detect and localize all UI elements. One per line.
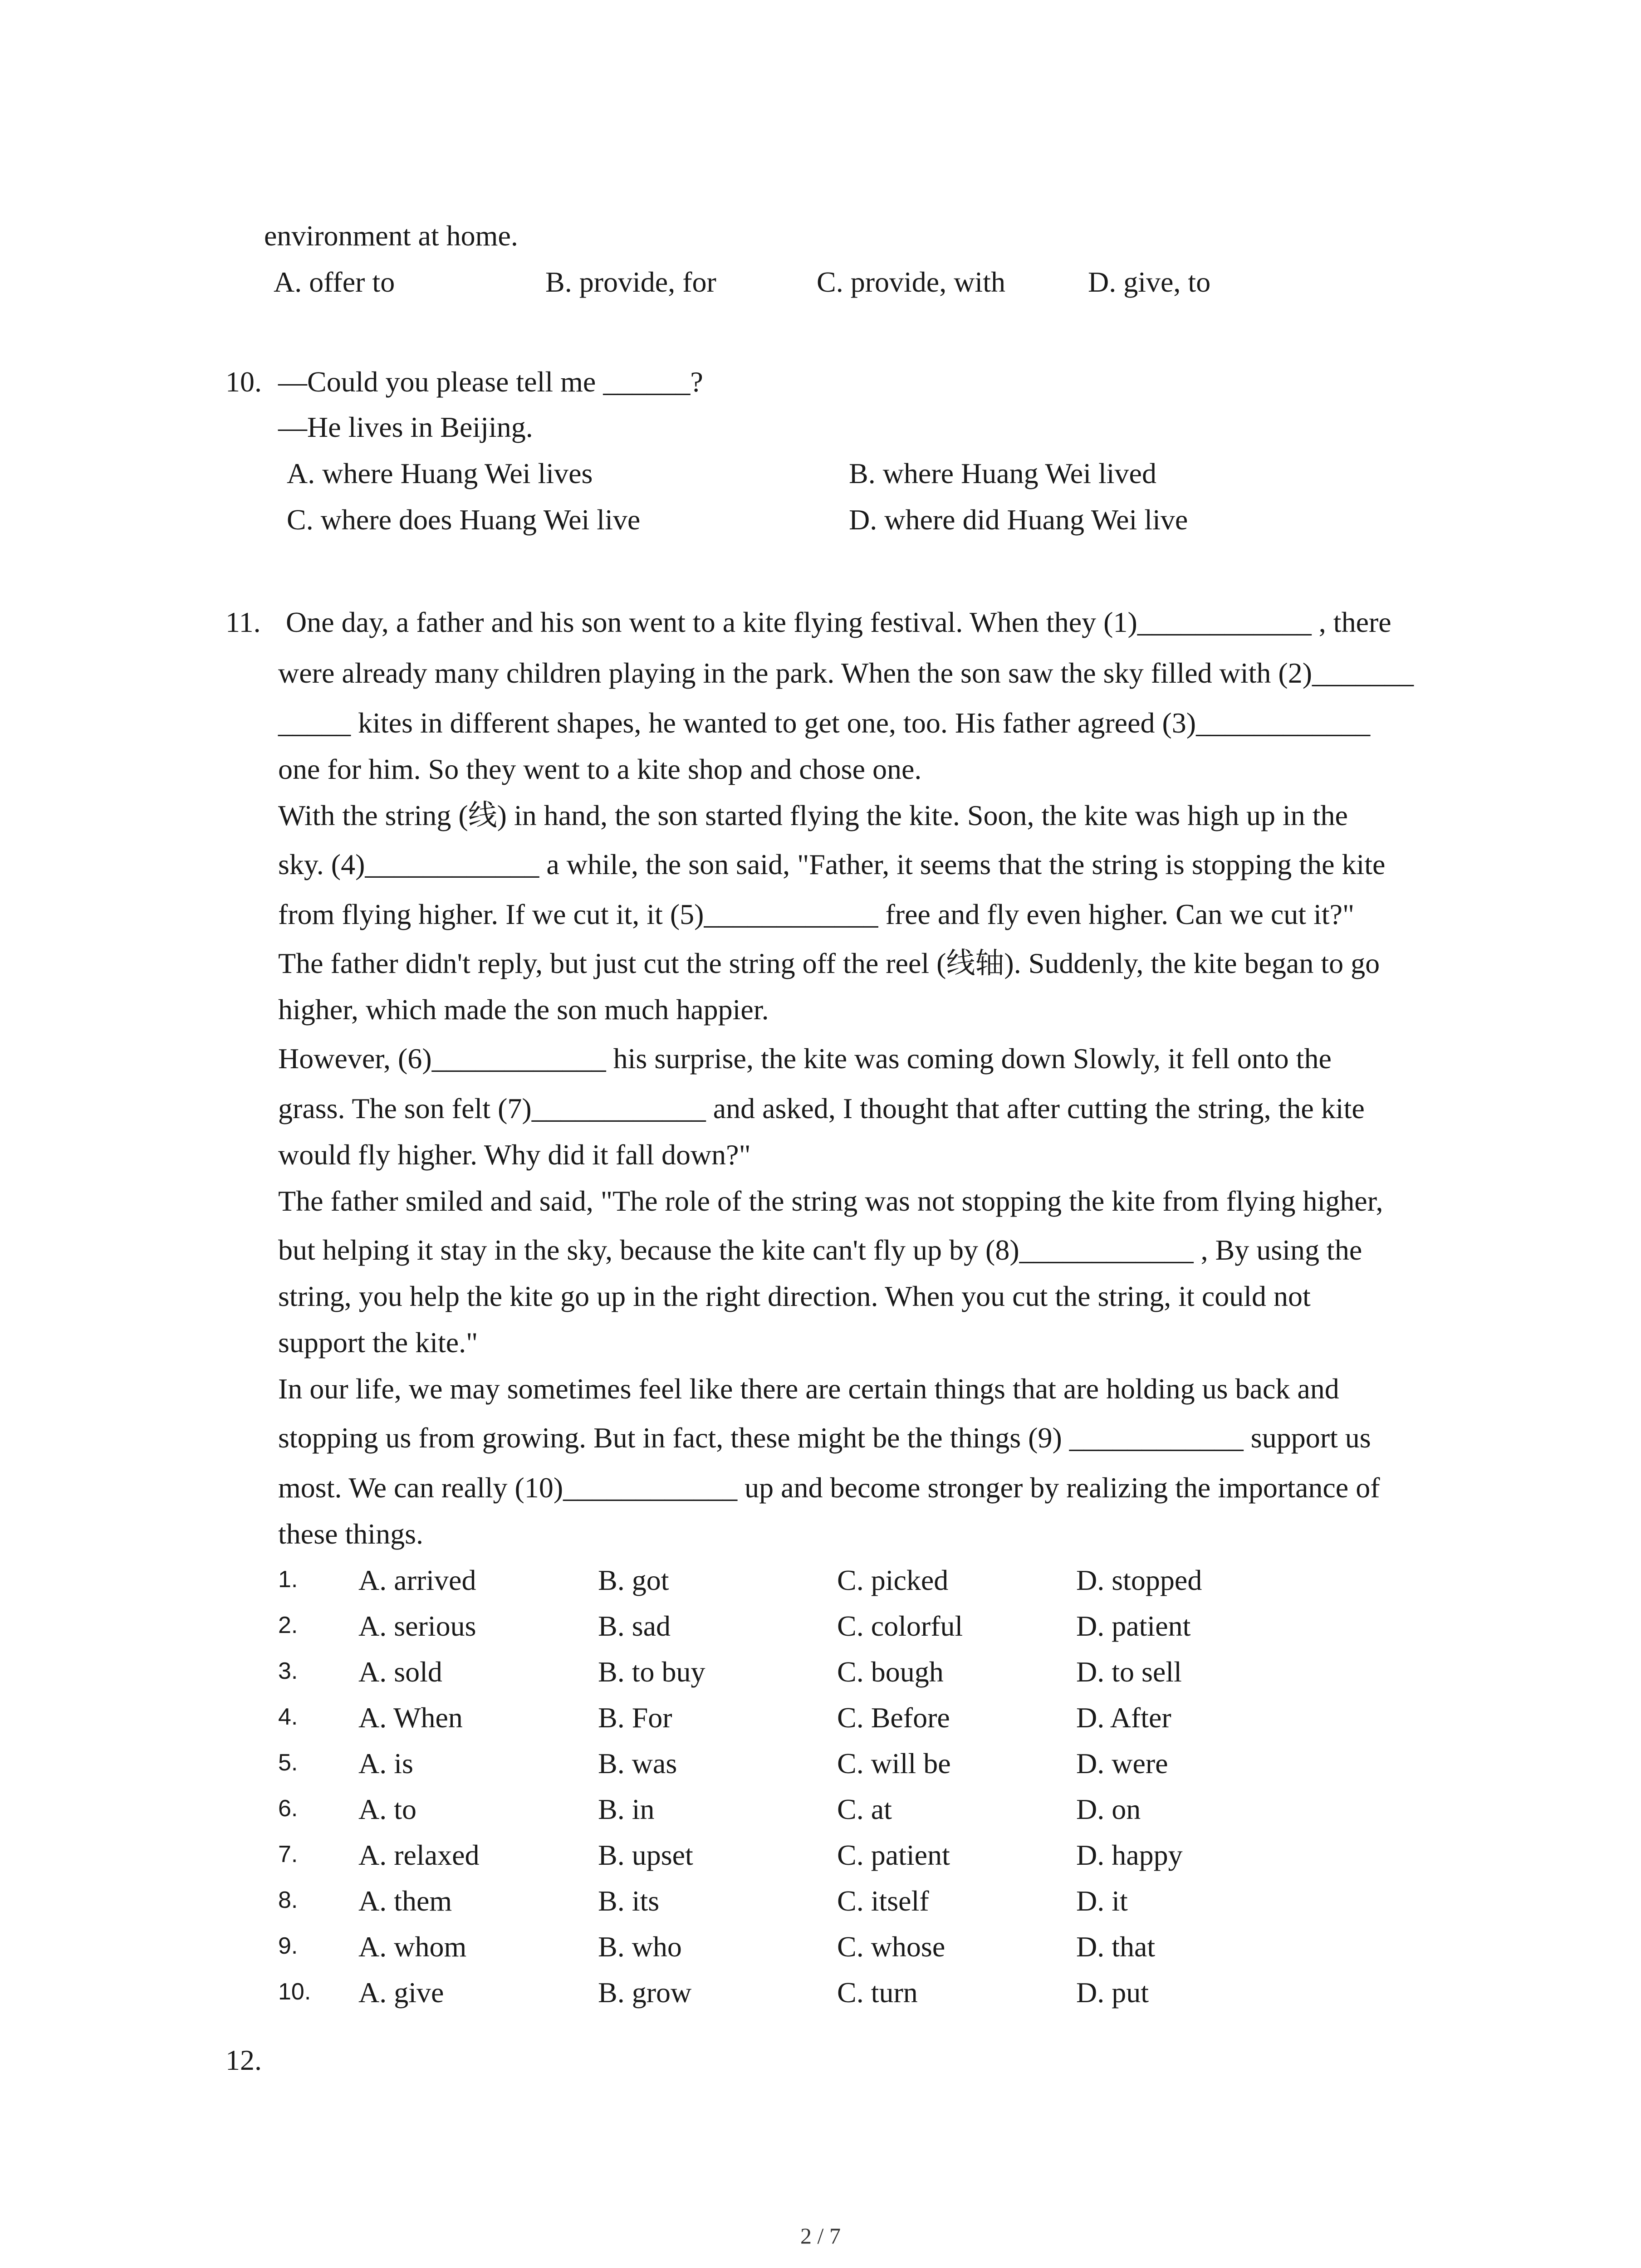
q11-item-option-a: A. is <box>358 1747 413 1779</box>
q11-item-option-d: D. stopped <box>1076 1564 1202 1596</box>
q9-option-b: B. provide, for <box>545 266 716 298</box>
q11-item-option-d: D. patient <box>1076 1610 1191 1642</box>
q11-item-option-b: B. For <box>598 1701 672 1734</box>
q11-item-option-d: D. happy <box>1076 1839 1183 1871</box>
q10-option-b: B. where Huang Wei lived <box>849 457 1156 489</box>
q11-item-number: 8. <box>278 1887 298 1913</box>
q11-item-option-c: C. at <box>837 1793 892 1825</box>
q11-item-option-d: D. that <box>1076 1931 1156 1963</box>
q11-item-option-b: B. grow <box>598 1976 692 2009</box>
q11-passage-line: would fly higher. Why did it fall down?" <box>278 1139 751 1171</box>
q11-passage-line: _____ kites in different shapes, he wanted to get one, too. His father agreed (3)____________ <box>278 707 1371 739</box>
q11-passage-line: one for him. So they went to a kite shop and chose one. <box>278 753 922 785</box>
q11-item-option-b: B. in <box>598 1793 655 1825</box>
q11-passage-line: sky. (4)____________ a while, the son said, "Father, it seems that the string is stopping the kite <box>278 848 1386 880</box>
q10-option-a: A. where Huang Wei lives <box>287 457 593 489</box>
q12-number: 12. <box>225 2044 262 2076</box>
q11-item-option-a: A. them <box>358 1885 452 1917</box>
q11-item-number: 5. <box>278 1750 298 1776</box>
q9-option-a: A. offer to <box>274 266 395 298</box>
q11-item-option-a: A. sold <box>358 1656 442 1688</box>
q11-passage-line: The father smiled and said, "The role of the string was not stopping the kite from flying higher, <box>278 1185 1383 1217</box>
q11-passage-line: With the string (线) in hand, the son started flying the kite. Soon, the kite was high up in the <box>278 799 1348 831</box>
q11-item-option-c: C. turn <box>837 1976 918 2009</box>
q11-item-option-b: B. who <box>598 1931 682 1963</box>
q11-item-option-b: B. sad <box>598 1610 671 1642</box>
page-number: 2 / 7 <box>800 2223 841 2248</box>
q11-item-number: 7. <box>278 1841 298 1867</box>
q11-item-number: 3. <box>278 1658 298 1684</box>
q11-item-option-a: A. give <box>358 1976 444 2009</box>
q11-item-option-d: D. on <box>1076 1793 1141 1825</box>
q9-option-c: C. provide, with <box>817 266 1005 298</box>
q11-item-number: 2. <box>278 1612 298 1638</box>
q11-passage-line: support the kite." <box>278 1326 478 1359</box>
q11-passage-line: from flying higher. If we cut it, it (5)____________ free and fly even higher. Can we cut it?" <box>278 898 1355 930</box>
q11-item-option-c: C. colorful <box>837 1610 963 1642</box>
q11-item-option-d: D. it <box>1076 1885 1128 1917</box>
q11-item-option-b: B. upset <box>598 1839 693 1871</box>
q11-item-option-c: C. whose <box>837 1931 945 1963</box>
q11-item-number: 1. <box>278 1566 298 1593</box>
q11-item-option-d: D. After <box>1076 1701 1171 1734</box>
q11-item-number: 9. <box>278 1933 298 1959</box>
q11-item-option-a: A. When <box>358 1701 463 1734</box>
q10-number: 10. <box>225 366 262 398</box>
q11-item-number: 10. <box>278 1979 311 2005</box>
q10-option-d: D. where did Huang Wei live <box>849 503 1188 536</box>
q11-item-option-b: B. its <box>598 1885 660 1917</box>
q11-passage-line: However, (6)____________ his surprise, the kite was coming down Slowly, it fell onto the <box>278 1042 1332 1075</box>
q11-item-option-c: C. itself <box>837 1885 929 1917</box>
q11-passage-line: The father didn't reply, but just cut the string off the reel (线轴). Suddenly, the kite began to go <box>278 947 1380 979</box>
q11-item-option-a: A. whom <box>358 1931 467 1963</box>
q11-passage-line: grass. The son felt (7)____________ and asked, I thought that after cutting the string, the kite <box>278 1092 1365 1124</box>
q11-item-number: 6. <box>278 1795 298 1822</box>
q11-passage-line: these things. <box>278 1518 423 1550</box>
q10-stem: —Could you please tell me ______? <box>278 366 703 398</box>
q11-item-option-d: D. put <box>1076 1976 1149 2009</box>
q10-option-c: C. where does Huang Wei live <box>287 503 641 536</box>
q11-passage-line: In our life, we may sometimes feel like there are certain things that are holding us back and <box>278 1373 1339 1405</box>
q11-passage-line: most. We can really (10)____________ up and become stronger by realizing the importance of <box>278 1471 1380 1504</box>
q9-option-d: D. give, to <box>1088 266 1211 298</box>
q11-passage-line: but helping it stay in the sky, because the kite can't fly up by (8)____________ , By using the <box>278 1234 1362 1266</box>
q11-item-option-b: B. to buy <box>598 1656 705 1688</box>
q11-item-option-d: D. were <box>1076 1747 1168 1779</box>
q11-item-option-c: C. bough <box>837 1656 944 1688</box>
q11-passage-line: string, you help the kite go up in the right direction. When you cut the string, it could not <box>278 1280 1311 1312</box>
q10-reply: —He lives in Beijing. <box>278 411 533 443</box>
q11-item-option-c: C. will be <box>837 1747 951 1779</box>
q11-number: 11. <box>225 606 261 638</box>
q11-item-option-a: A. arrived <box>358 1564 476 1596</box>
q11-item-option-a: A. to <box>358 1793 416 1825</box>
q11-item-option-a: A. relaxed <box>358 1839 480 1871</box>
q11-item-number: 4. <box>278 1704 298 1730</box>
q11-item-option-c: C. Before <box>837 1701 950 1734</box>
q11-item-option-b: B. got <box>598 1564 669 1596</box>
q11-item-option-d: D. to sell <box>1076 1656 1182 1688</box>
q11-item-option-c: C. picked <box>837 1564 949 1596</box>
q11-passage-line: higher, which made the son much happier. <box>278 993 769 1026</box>
q11-item-option-c: C. patient <box>837 1839 950 1871</box>
q11-passage-line: were already many children playing in the park. When the son saw the sky filled with (2)_______ <box>278 657 1414 689</box>
q9-stem-continuation: environment at home. <box>264 220 518 252</box>
q11-item-option-a: A. serious <box>358 1610 476 1642</box>
q11-item-option-b: B. was <box>598 1747 677 1779</box>
q11-passage-line: stopping us from growing. But in fact, these might be the things (9) ____________ support us <box>278 1422 1371 1454</box>
q11-passage-line: One day, a father and his son went to a kite flying festival. When they (1)____________ , there <box>286 606 1391 638</box>
